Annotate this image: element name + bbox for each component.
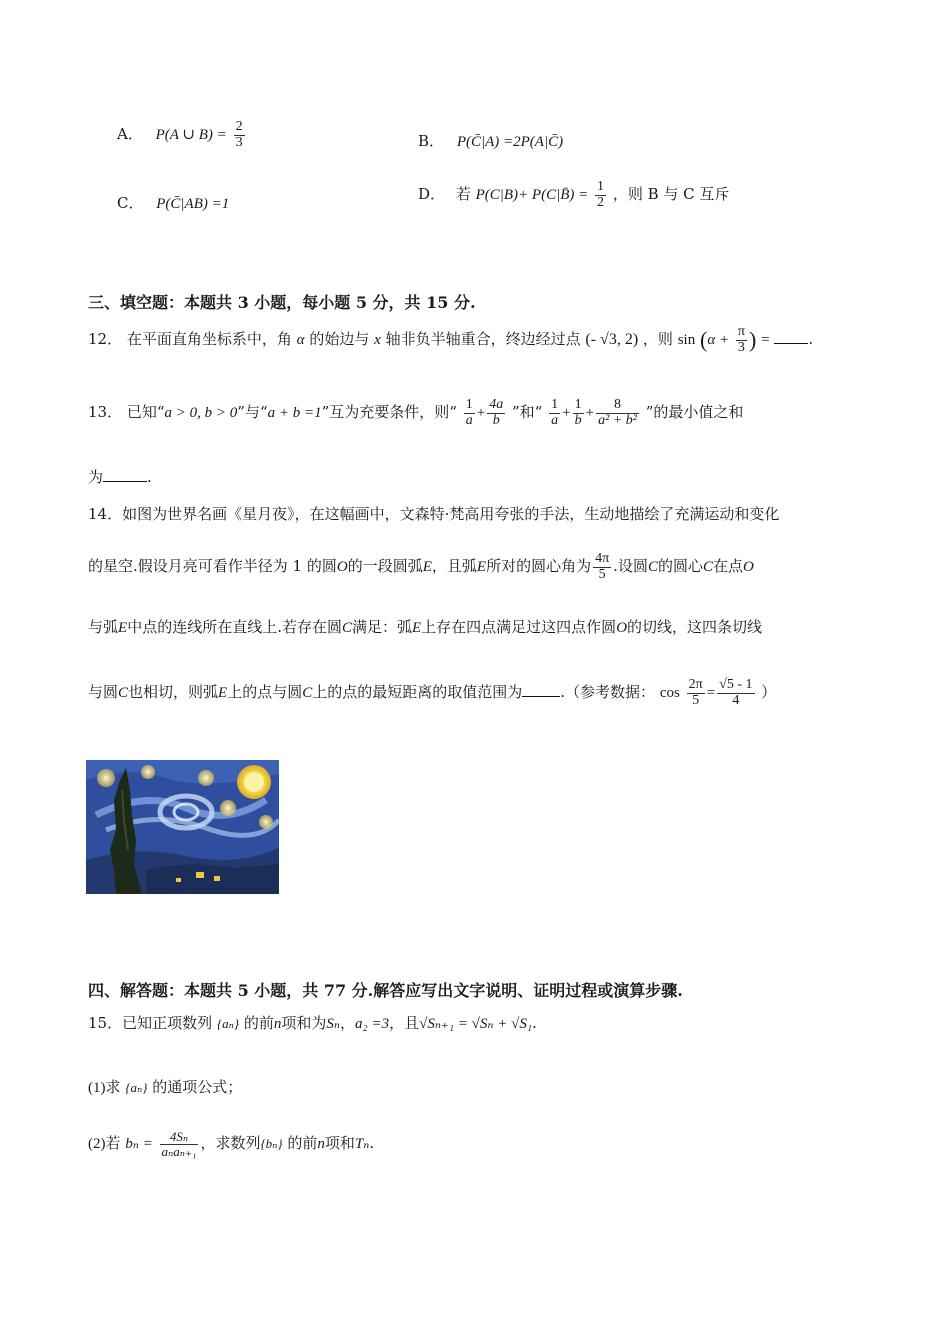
recurrence-equation: √Sₙ₊₁ = √Sₙ + √S₁ [419,1016,533,1032]
point-coordinates: (- √3, 2) [585,331,639,349]
option-b-label: B． [418,132,445,150]
option-d-fraction: $\frac{1}{2}$ [597,179,605,210]
section-3-title: 三、填空题：本题共 3 小题，每小题 5 分，共 15 分. [88,293,476,312]
option-c-label: C． [117,194,144,212]
option-a-expr: P(A ∪ B) = [155,127,227,144]
pi-over-3: $\frac{\pi}{3}$ [737,324,745,355]
question-number: 15． [88,1014,123,1032]
answer-blank[interactable] [103,481,147,482]
question-15-part-2: (2)若 bₙ = $\frac{\text{4Sₙ}}{\text{aₙaₙ₊₁}}$ ，求数列{bₙ} 的前n项和Tₙ. [88,1129,375,1159]
option-d-label: D． [418,185,446,204]
answer-blank[interactable] [522,696,560,697]
option-b [418,130,563,151]
cos-reference-fraction: $\frac{√5 - 1}{4}$ [719,677,753,708]
section-4-title: 四、解答题：本题共 5 小题，共 77 分.解答应写出文字说明、证明过程或演算步骤. [88,981,683,1000]
question-14-line-1: 14．如图为世界名画《星月夜》，在这幅画中，文森特·梵高用夸张的手法，生动地描绘了充满运动和变化 [88,505,780,523]
option-a [117,120,247,150]
bn-fraction: $\frac{\text{4Sₙ}}{\text{aₙaₙ₊₁}}$ [161,1129,197,1159]
answer-blank[interactable] [774,343,808,344]
option-a-fraction: $\frac{2}{3}$ [235,119,243,150]
question-14-line-4: 与圆C也相切，则弧E上的点与圆C上的点的最短距离的取值范围为 .（参考数据： cos $\frac{2\pi}{5}$ = $\frac{√5 - 1}{4}$ ） [88,677,777,708]
option-c [117,192,229,213]
option-d: D． 若 P(C|B)+ P(C|B̄) = $\frac{1}{2}$ ，则 B 与 C 互斥 [418,179,730,210]
question-13-cont: 为 . [88,468,152,486]
question-number: 13． [88,403,123,422]
question-15: 15．已知正项数列 {aₙ} 的前n项和为Sₙ，a₂ =3，且√Sₙ₊₁ = √Sₙ + √S₁. [88,1014,537,1032]
question-15-part-1: (1)求 {aₙ} 的通项公式； [88,1078,243,1096]
starry-night-painting [86,760,279,894]
question-13: 13． 已知“a > 0, b > 0”与“a + b =1”互为充要条件，则“ $\frac{1}{a}$ + $\frac{4a}{b}$ ”和“ $\frac{1}{a}$ + $\frac{1}{b}$ + $\frac{8}{\text{a² + b²}}$ ”的最小值之和 [88,397,744,428]
central-angle: $\frac{4\pi}{5}$ [595,551,610,582]
option-a-label: A． [117,125,143,144]
question-number: 12． [88,330,123,349]
option-b-expr: P(C̄|A) =2P(A|C̄) [456,134,564,150]
question-14-line-3: 与弧E中点的连线所在直线上.若存在圆C满足：弧E上存在四点满足过这四点作圆O的切线，这四条切线 [88,618,763,636]
option-c-expr: P(C̄|AB) =1 [156,196,230,212]
question-12: 12． 在平面直角坐标系中，角 α 的始边与 x 轴非负半轴重合，终边经过点 (- √3, 2) ，则 sin (α + $\frac{\pi}{3}$ ) = . [88,324,814,355]
option-d-expr: P(C|B)+ P(C|B̄) = [475,187,589,204]
question-14-line-2: 的星空.假设月亮可看作半径为 1 的圆O的一段圆弧E，且弧E所对的圆心角为 $\frac{4\pi}{5}$ .设圆C的圆心C在点O [88,551,754,582]
